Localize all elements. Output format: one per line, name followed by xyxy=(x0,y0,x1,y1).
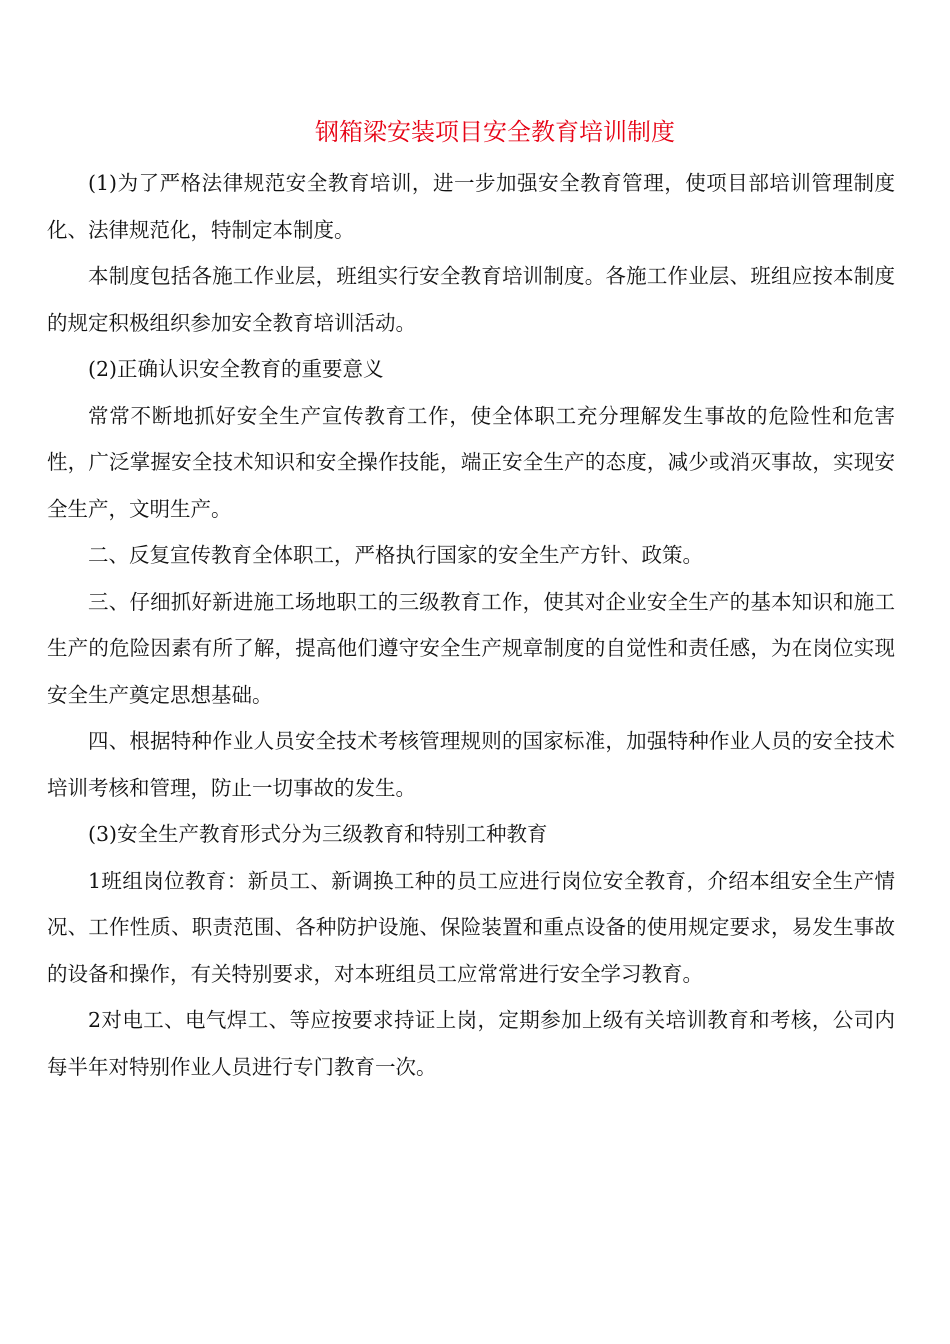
document-title: 钢箱梁安装项目安全教育培训制度 xyxy=(315,118,675,146)
paragraph-publicity: 常常不断地抓好安全生产宣传教育工作，使全体职工充分理解发生事故的危险性和危害性，广泛掌握安全技术知识和安全操作技能，端正安全生产的态度，减少或消灭事故，实现安全生产，文明生产。 xyxy=(47,403,895,521)
document-body xyxy=(47,160,895,1090)
paragraph-scope: 本制度包括各施工作业层，班组实行安全教育培训制度。各施工作业层、班组应按本制度的规定积极组织参加安全教育培训活动。 xyxy=(47,264,895,335)
paragraph-certification: 2对电工、电气焊工、等应按要求持证上岗，定期参加上级有关培训教育和考核，公司内每半年对特别作业人员进行专门教育一次。 xyxy=(47,1008,895,1079)
paragraph-item-two: 二、反复宣传教育全体职工，严格执行国家的安全生产方针、政策。 xyxy=(88,543,703,567)
paragraph-item-three: 三、仔细抓好新进施工场地职工的三级教育工作，使其对企业安全生产的基本知识和施工生产的危险因素有所了解，提高他们遵守安全生产规章制度的自觉性和责任感，为在岗位实现安全生产奠定思想基础。 xyxy=(47,589,895,707)
paragraph-heading-3: (3)安全生产教育形式分为三级教育和特别工种教育 xyxy=(88,822,548,846)
paragraph-heading-2: (2)正确认识安全教育的重要意义 xyxy=(88,357,384,381)
paragraph-purpose: (1)为了严格法律规范安全教育培训，进一步加强安全教育管理，使项目部培训管理制度化、法律规范化，特制定本制度。 xyxy=(47,171,895,242)
paragraph-item-four: 四、根据特种作业人员安全技术考核管理规则的国家标准，加强特种作业人员的安全技术培训考核和管理，防止一切事故的发生。 xyxy=(47,729,895,800)
paragraph-team-education: 1班组岗位教育：新员工、新调换工种的员工应进行岗位安全教育，介绍本组安全生产情况、工作性质、职责范围、各种防护设施、保险装置和重点设备的使用规定要求，易发生事故的设备和操作，有关特别要求，对本班组员工应常常进行安全学习教育。 xyxy=(47,868,895,986)
